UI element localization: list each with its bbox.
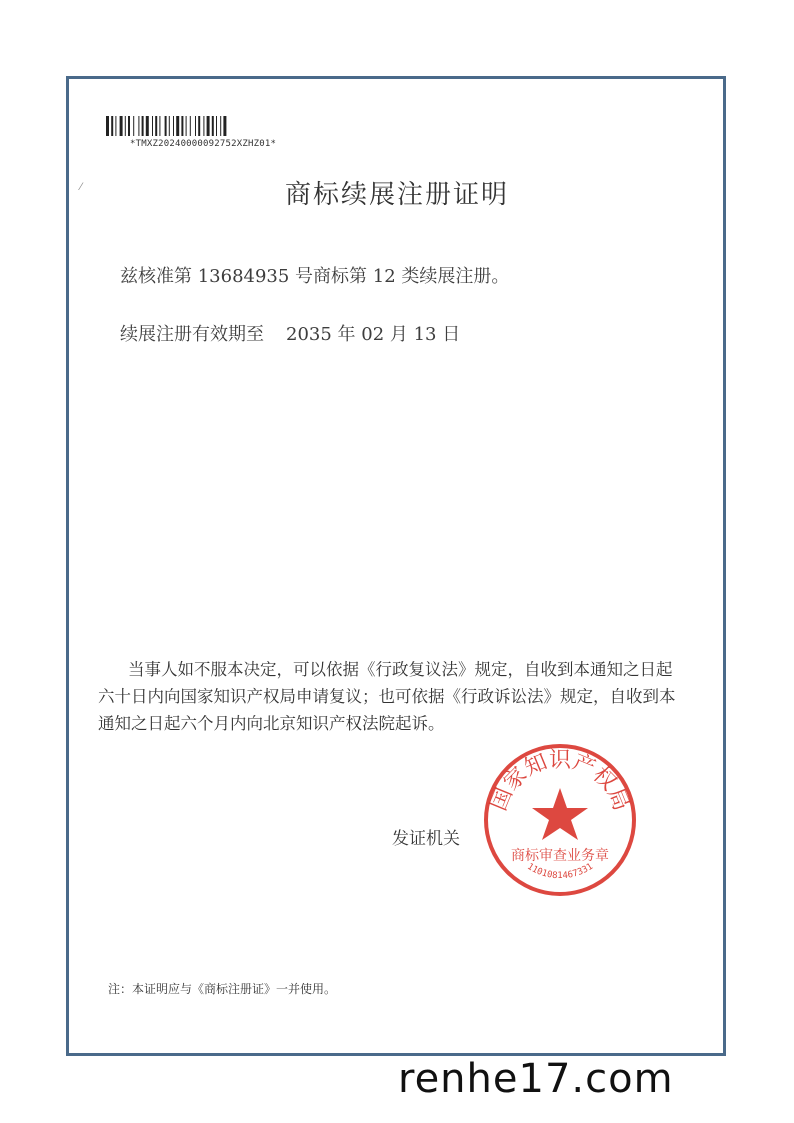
- notice-line-3: 通知之日起六个月内向北京知识产权法院起诉。: [98, 714, 445, 733]
- barcode-bar: [207, 116, 210, 136]
- barcode-bar: [216, 116, 217, 136]
- barcode-bar: [120, 116, 123, 136]
- barcode-bar: [220, 116, 221, 136]
- barcode-bar: [133, 116, 134, 136]
- appeal-notice: [98, 656, 698, 737]
- barcode-bar: [115, 116, 116, 136]
- notice-line-1: 当事人如不服本决定，可以依据《行政复议法》规定，自收到本通知之日起: [128, 660, 673, 679]
- barcode: [106, 116, 286, 136]
- barcode-bar: [173, 116, 174, 136]
- barcode-bar: [106, 116, 109, 136]
- seal-number: 1101081467331: [525, 861, 595, 882]
- footnote: 注：本证明应与《商标注册证》一并使用。: [108, 982, 337, 996]
- official-seal: [480, 740, 640, 900]
- scan-speck: ⁄: [80, 182, 82, 193]
- barcode-bar: [155, 116, 157, 136]
- approval-statement: 兹核准第 13684935 号商标第 12 类续展注册。: [120, 266, 510, 287]
- barcode-bar: [176, 116, 179, 136]
- issuing-authority-label: 发证机关: [392, 829, 460, 849]
- validity-label: 续展注册有效期至: [120, 324, 264, 345]
- barcode-bar: [152, 116, 153, 136]
- barcode-bar: [142, 116, 144, 136]
- seal-star-icon: [532, 788, 588, 840]
- barcode-bar: [165, 116, 167, 136]
- barcode-bar: [198, 116, 200, 136]
- barcode-bar: [159, 116, 160, 136]
- barcode-bar: [195, 116, 196, 136]
- barcode-bar: [186, 116, 187, 136]
- barcode-bar: [223, 116, 226, 136]
- barcode-bar: [190, 116, 191, 136]
- barcode-bar: [125, 116, 126, 136]
- barcode-bar: [128, 116, 130, 136]
- document-border: [66, 76, 726, 1056]
- document-title: 商标续展注册证明: [284, 180, 509, 210]
- validity-date: 2035 年 02 月 13 日: [286, 324, 461, 345]
- barcode-bar: [146, 116, 149, 136]
- barcode-bar: [169, 116, 170, 136]
- barcode-bar: [111, 116, 113, 136]
- barcode-number: *TMXZ20240000092752XZHZ01*: [130, 139, 277, 149]
- validity-line: [120, 320, 460, 346]
- barcode-bar: [212, 116, 214, 136]
- watermark: renhe17.com: [398, 1056, 674, 1102]
- seal-inner-text: 商标审查业务章: [511, 848, 609, 864]
- barcode-bar: [181, 116, 183, 136]
- barcode-bar: [203, 116, 204, 136]
- seal-outer-text: 国家知识产权局: [486, 748, 634, 815]
- barcode-bar: [138, 116, 139, 136]
- notice-line-2: 六十日内向国家知识产权局申请复议；也可依据《行政诉讼法》规定，自收到本: [98, 687, 676, 706]
